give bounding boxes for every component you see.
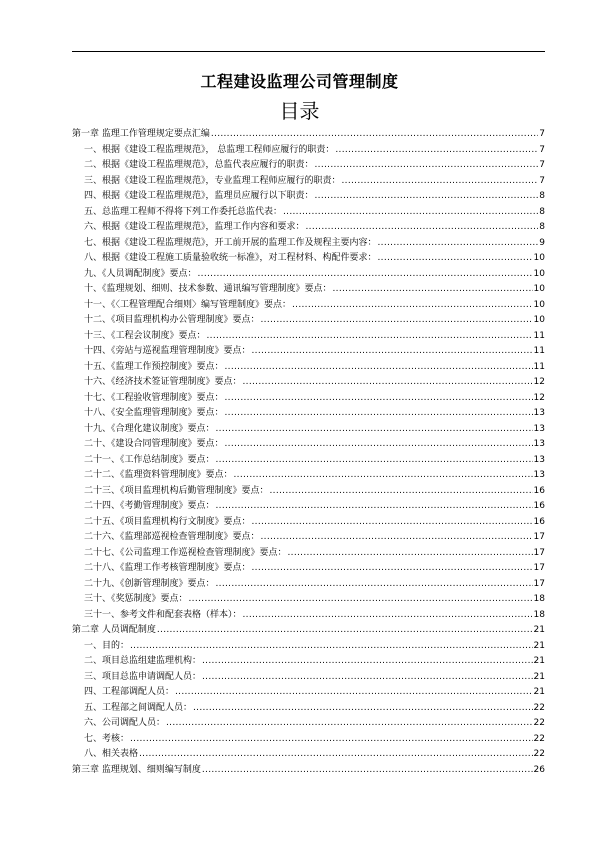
toc-entry-text: 一、目的： [84, 640, 130, 651]
toc-entry[interactable] [72, 468, 545, 484]
toc-entry[interactable] [72, 313, 545, 329]
toc-entry-text: 八、根据《建设工程施工质量验收统一标准》，对工程材料、构配件要求： [84, 253, 377, 263]
toc-entry[interactable] [72, 592, 545, 608]
toc-dot-leader [216, 453, 533, 469]
toc-entry[interactable] [72, 251, 545, 267]
toc-dot-leader [315, 158, 539, 174]
toc-dot-leader [335, 143, 538, 159]
toc-entry[interactable] [72, 437, 545, 453]
toc-entry[interactable] [72, 189, 545, 205]
toc-entry-text: 二十八、《监理工作考核管理制度》要点： [84, 563, 251, 573]
toc-entry-text: 六、根据《建设工程监理规范》，监理工作内容和要求： [84, 222, 305, 232]
toc-page-number: 21 [533, 640, 545, 651]
document-title: 工程建设监理公司管理制度 [200, 72, 399, 91]
toc-dot-leader [234, 468, 533, 484]
toc-page-number: 10 [533, 299, 545, 310]
toc-entry[interactable] [72, 763, 545, 779]
toc-page-number: 11 [533, 330, 545, 341]
toc-entry-text: 十四、《旁站与巡视监理管理制度》要点： [84, 346, 251, 356]
toc-entry[interactable] [72, 205, 545, 221]
toc-page-number: 7 [539, 160, 545, 170]
toc-dot-leader [306, 220, 539, 236]
toc-dot-leader [378, 236, 539, 252]
toc-entry-text: 四、工程部调配人员： [84, 687, 175, 697]
toc-entry[interactable] [72, 639, 545, 655]
toc-dot-leader [202, 670, 533, 686]
toc-page-number: 16 [533, 485, 545, 496]
toc-dot-leader [243, 375, 533, 391]
toc-page-number: 10 [533, 315, 545, 325]
toc-entry[interactable] [72, 267, 545, 283]
toc-dot-leader [157, 623, 533, 639]
toc-entry[interactable] [72, 561, 545, 577]
toc-page-number: 10 [533, 253, 545, 263]
toc-entry-text: 二十四、《考勤管理制度》要点： [84, 501, 215, 511]
toc-entry-text: 十五、《监理工作预控制度》要点： [84, 361, 224, 372]
toc-page-number: 12 [533, 392, 545, 403]
toc-entry-text: 二十七、《公司监理工作巡视检查管理制度》要点： [84, 547, 287, 558]
toc-page-number: 21 [533, 656, 545, 666]
toc-entry-text: 第二章 人员调配制度 [72, 625, 156, 635]
toc-page-number: 26 [533, 764, 545, 775]
toc-page-number: 17 [533, 547, 545, 558]
toc-dot-leader [211, 127, 538, 143]
toc-dot-leader [261, 313, 533, 329]
toc-entry[interactable] [72, 220, 545, 236]
toc-entry-text: 二、根据《建设工程监理规范》，总监代表应履行的职责： [84, 160, 314, 170]
toc-page-number: 17 [533, 578, 545, 589]
toc-dot-leader [225, 391, 533, 407]
toc-dot-leader [193, 701, 533, 717]
toc-entry[interactable] [72, 127, 545, 143]
toc-page-number: 11 [533, 361, 545, 372]
toc-dot-leader [315, 189, 539, 205]
toc-entry-text: 三、根据《建设工程监理规范》，专业监理工程师应履行的职责： [84, 175, 341, 186]
toc-dot-leader [198, 267, 533, 283]
toc-entry[interactable] [72, 546, 545, 562]
toc-dot-leader [166, 716, 533, 732]
toc-page-number: 18 [533, 609, 545, 620]
toc-entry-text: 十九、《合理化建议制度》要点： [84, 423, 215, 434]
toc-entry[interactable] [72, 608, 545, 624]
toc-page-number: 22 [533, 749, 545, 759]
table-of-contents [72, 127, 545, 778]
header-rule [72, 51, 545, 52]
toc-entry[interactable] [72, 623, 545, 639]
toc-entry-text: 十八、《安全监理管理制度》要点： [84, 408, 224, 418]
toc-dot-leader [225, 406, 533, 422]
toc-entry-text: 十二、《项目监理机构办公管理制度》要点： [84, 315, 260, 325]
toc-entry-text: 四、根据《建设工程监理规范》，监理员应履行以下职责： [84, 191, 314, 201]
toc-entry-text: 二十一、《工作总结制度》要点： [84, 454, 215, 465]
toc-dot-leader [130, 639, 533, 655]
toc-entry[interactable] [72, 701, 545, 717]
toc-entry[interactable] [72, 685, 545, 701]
toc-entry-text: 一、根据《建设工程监理规范》， 总监理工程师应履行的职责： [84, 144, 335, 155]
toc-entry[interactable] [72, 143, 545, 159]
toc-page-number: 22 [533, 718, 545, 728]
toc-entry-text: 十七、《工程验收管理制度》要点： [84, 392, 224, 403]
toc-entry-text: 二十九、《创新管理制度》要点： [84, 578, 215, 589]
toc-dot-leader [225, 360, 533, 376]
toc-page-number: 9 [539, 237, 545, 248]
toc-page-number: 10 [533, 268, 545, 279]
toc-dot-leader [189, 592, 533, 608]
toc-entry[interactable] [72, 515, 545, 531]
toc-dot-leader [252, 561, 533, 577]
toc-page-number: 18 [533, 594, 545, 604]
toc-page-number: 8 [539, 222, 545, 232]
toc-entry[interactable] [72, 282, 545, 298]
toc-entry[interactable] [72, 344, 545, 360]
toc-entry-text: 二十三、《项目监理机构后勤管理制度》要点： [84, 485, 269, 496]
toc-dot-leader [139, 747, 533, 763]
toc-dot-leader [243, 608, 533, 624]
toc-entry[interactable] [72, 391, 545, 407]
toc-dot-leader [378, 251, 533, 267]
toc-entry-text: 五、总监理工程师不得将下列工作委托总监代表： [84, 206, 283, 217]
toc-page-number: 17 [533, 532, 545, 542]
toc-dot-leader [283, 205, 538, 221]
toc-entry[interactable] [72, 453, 545, 469]
toc-page-number: 21 [533, 671, 545, 682]
toc-page-number: 21 [533, 625, 545, 635]
toc-entry-text: 三十一、参考文件和配套表格（样本）： [84, 609, 242, 620]
toc-page-number: 22 [533, 702, 545, 713]
toc-entry[interactable] [72, 654, 545, 670]
toc-dot-leader [342, 174, 539, 190]
toc-entry-text: 三、项目总监申请调配人员： [84, 671, 202, 682]
toc-page-number: 13 [533, 423, 545, 434]
toc-dot-leader [333, 282, 533, 298]
toc-dot-leader [270, 484, 533, 500]
toc-dot-leader [252, 515, 533, 531]
toc-entry[interactable] [72, 747, 545, 763]
toc-entry-text: 七、考核： [84, 733, 130, 744]
toc-entry-text: 十六、《经济技术签证管理制度》要点： [84, 377, 242, 387]
toc-page-number: 7 [539, 144, 545, 155]
toc-entry-text: 九、《人员调配制度》要点： [84, 268, 197, 279]
toc-page-number: 11 [533, 346, 545, 356]
toc-dot-leader [202, 763, 533, 779]
toc-entry-text: 十、《监理规划、细则、技术参数、通讯编写管理制度》要点： [84, 284, 332, 294]
toc-entry-text: 三十、《奖惩制度》要点： [84, 594, 188, 604]
toc-page-number: 7 [539, 129, 545, 139]
toc-entry[interactable] [72, 732, 545, 748]
toc-entry[interactable] [72, 484, 545, 500]
toc-dot-leader [288, 546, 533, 562]
toc-entry[interactable] [72, 499, 545, 515]
toc-entry-text: 十三、《工程会议制度》要点： [84, 330, 206, 341]
toc-page-number: 17 [533, 563, 545, 573]
toc-entry-text: 七、根据《建设工程监理规范》，开工前开展的监理工作及规程主要内容： [84, 237, 377, 248]
toc-entry-text: 第一章 监理工作管理规定要点汇编 [72, 129, 210, 139]
toc-entry-text: 二十五、《项目监理机构行文制度》要点： [84, 516, 251, 527]
toc-entry-text: 二十二、《监理资料管理制度》要点： [84, 470, 233, 480]
toc-entry[interactable] [72, 298, 545, 314]
toc-entry[interactable] [72, 406, 545, 422]
toc-entry[interactable] [72, 360, 545, 376]
toc-page-number: 8 [539, 206, 545, 217]
toc-dot-leader [216, 422, 533, 438]
toc-entry[interactable] [72, 375, 545, 391]
toc-page-number: 12 [533, 377, 545, 387]
toc-page-number: 13 [533, 470, 545, 480]
toc-dot-leader [292, 298, 533, 314]
toc-dot-leader [207, 329, 533, 345]
toc-page-number: 8 [539, 191, 545, 201]
toc-dot-leader [225, 437, 533, 453]
toc-entry[interactable] [72, 530, 545, 546]
toc-entry-text: 第三章 监理规划、细则编写制度 [72, 764, 201, 775]
toc-page-number: 16 [533, 516, 545, 527]
toc-entry[interactable] [72, 329, 545, 345]
toc-entry-text: 八、相关表格 [84, 749, 139, 759]
toc-page-number: 13 [533, 439, 545, 449]
toc-dot-leader [130, 732, 533, 748]
toc-entry[interactable] [72, 716, 545, 732]
toc-entry-text: 二、项目总监组建监理机构： [84, 656, 202, 666]
toc-dot-leader [175, 685, 533, 701]
toc-dot-leader [202, 654, 533, 670]
toc-page-number: 7 [539, 175, 545, 186]
toc-dot-leader [261, 530, 533, 546]
toc-entry[interactable] [72, 236, 545, 252]
toc-entry-text: 十一、《〈工程管理配合细则〉编写管理制度》要点： [84, 299, 292, 310]
toc-entry-text: 二十、《建设合同管理制度》要点： [84, 439, 224, 449]
toc-page-number: 10 [533, 284, 545, 294]
toc-heading: 目录 [279, 99, 320, 123]
toc-entry[interactable] [72, 422, 545, 438]
toc-page-number: 13 [533, 454, 545, 465]
toc-dot-leader [216, 577, 533, 593]
toc-page-number: 22 [533, 733, 545, 744]
toc-entry[interactable] [72, 577, 545, 593]
toc-dot-leader [216, 499, 533, 515]
toc-page-number: 21 [533, 687, 545, 697]
toc-entry[interactable] [72, 670, 545, 686]
toc-entry[interactable] [72, 158, 545, 174]
toc-entry-text: 五、工程部之间调配人员： [84, 702, 193, 713]
toc-page-number: 13 [533, 408, 545, 418]
toc-page-number: 16 [533, 501, 545, 511]
toc-entry-text: 六、公司调配人员： [84, 718, 166, 728]
toc-dot-leader [252, 344, 533, 360]
toc-entry-text: 二十六、《监理部巡视检查管理制度》要点： [84, 532, 260, 542]
toc-entry[interactable] [72, 174, 545, 190]
